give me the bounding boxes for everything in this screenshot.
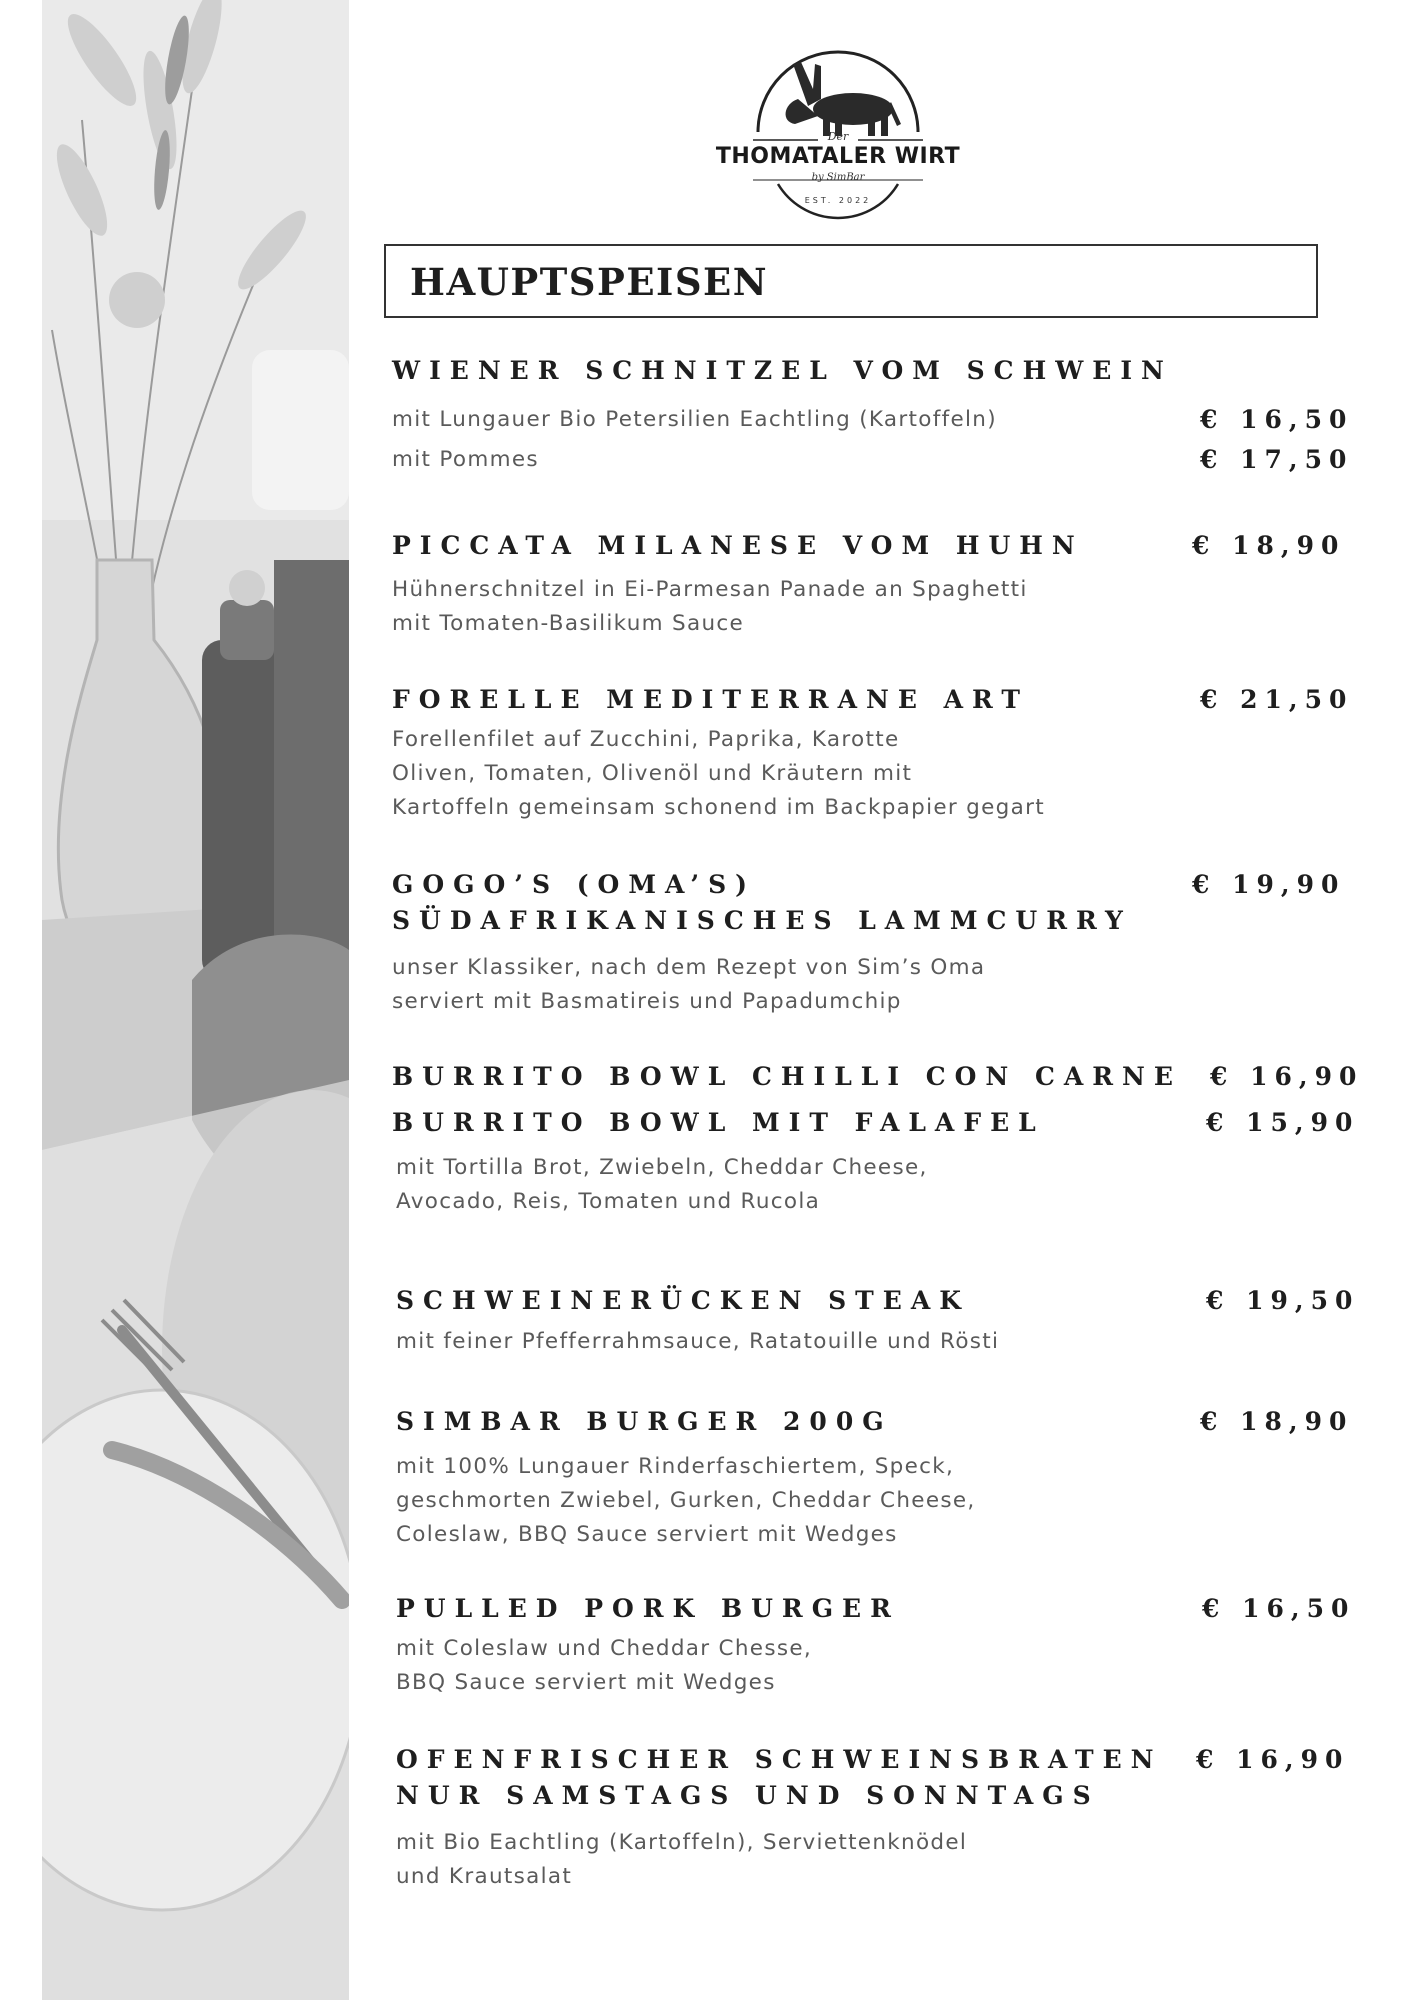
dish-price: € 18,90 xyxy=(1200,1407,1354,1436)
dish-description: mit feiner Pfefferrahmsauce, Ratatouille und Rösti xyxy=(396,1329,1000,1354)
restaurant-logo xyxy=(713,44,963,228)
logo-established: EST. 2022 xyxy=(804,196,872,205)
dish-title: BURRITO BOWL MIT FALAFEL xyxy=(392,1108,1045,1137)
dish-description: mit 100% Lungauer Rinderfaschiertem, Speck, geschmorten Zwiebel, Gurken, Cheddar Cheese, Coleslaw, BBQ Sauce serviert mit Wedges xyxy=(396,1454,976,1547)
logo-name: THOMATALER WIRT xyxy=(715,144,961,169)
dish-title: GOGO’S (OMA’S) xyxy=(392,870,757,899)
logo-prefix: Der xyxy=(827,130,849,143)
dish-title: PULLED PORK BURGER xyxy=(396,1594,900,1623)
dish-price: € 21,50 xyxy=(1200,685,1354,714)
table-setting-illustration xyxy=(42,0,349,2000)
dish-description: Forellenfilet auf Zucchini, Paprika, Karotte Oliven, Tomaten, Olivenöl und Kräutern mit Kartoffeln gemeinsam schonend im Backpapier gegart xyxy=(392,727,1045,820)
section-header xyxy=(384,244,1318,318)
dish-title: BURRITO BOWL CHILLI CON CARNE xyxy=(392,1062,1182,1091)
dish-title: OFENFRISCHER SCHWEINSBRATEN xyxy=(396,1745,1163,1774)
dish-title: FORELLE MEDITERRANE ART xyxy=(392,685,1029,714)
dish-price: € 18,90 xyxy=(1192,531,1346,560)
dish-price: € 19,50 xyxy=(1206,1286,1360,1315)
dish-title: SCHWEINERÜCKEN STEAK xyxy=(396,1286,970,1315)
table-setting-photo xyxy=(42,0,349,2000)
dish-option-desc: mit Lungauer Bio Petersilien Eachtling (Kartoffeln) xyxy=(392,407,997,432)
dish-description: mit Bio Eachtling (Kartoffeln), Serviettenknödel und Krautsalat xyxy=(396,1830,968,1889)
dish-description: Hühnerschnitzel in Ei-Parmesan Panade an Spaghetti mit Tomaten-Basilikum Sauce xyxy=(392,577,1028,636)
dish-title-line2: NUR SAMSTAGS UND SONNTAGS xyxy=(396,1781,1100,1810)
dish-price: € 17,50 xyxy=(1200,445,1354,474)
dish-price: € 16,90 xyxy=(1210,1062,1364,1091)
logo-byline: by SimBar xyxy=(811,172,865,183)
section-title: HAUPTSPEISEN xyxy=(410,260,769,304)
dish-description: mit Tortilla Brot, Zwiebeln, Cheddar Cheese, Avocado, Reis, Tomaten und Rucola xyxy=(396,1155,928,1214)
dish-description: unser Klassiker, nach dem Rezept von Sim’s Oma serviert mit Basmatireis und Papadumchip xyxy=(392,955,986,1014)
dish-price: € 16,90 xyxy=(1196,1745,1350,1774)
dish-title: WIENER SCHNITZEL VOM SCHWEIN xyxy=(392,356,1173,385)
dish-title-line2: SÜDAFRIKANISCHES LAMMCURRY xyxy=(392,906,1132,935)
dish-option-desc: mit Pommes xyxy=(392,447,539,472)
dish-price: € 15,90 xyxy=(1206,1108,1360,1137)
dish-price: € 19,90 xyxy=(1192,870,1346,899)
dish-price: € 16,50 xyxy=(1200,405,1354,434)
dish-price: € 16,50 xyxy=(1202,1594,1356,1623)
dish-title: SIMBAR BURGER 200G xyxy=(396,1407,893,1436)
dish-title: PICCATA MILANESE VOM HUHN xyxy=(392,531,1084,560)
dish-description: mit Coleslaw und Cheddar Chesse, BBQ Sauce serviert mit Wedges xyxy=(396,1636,812,1695)
